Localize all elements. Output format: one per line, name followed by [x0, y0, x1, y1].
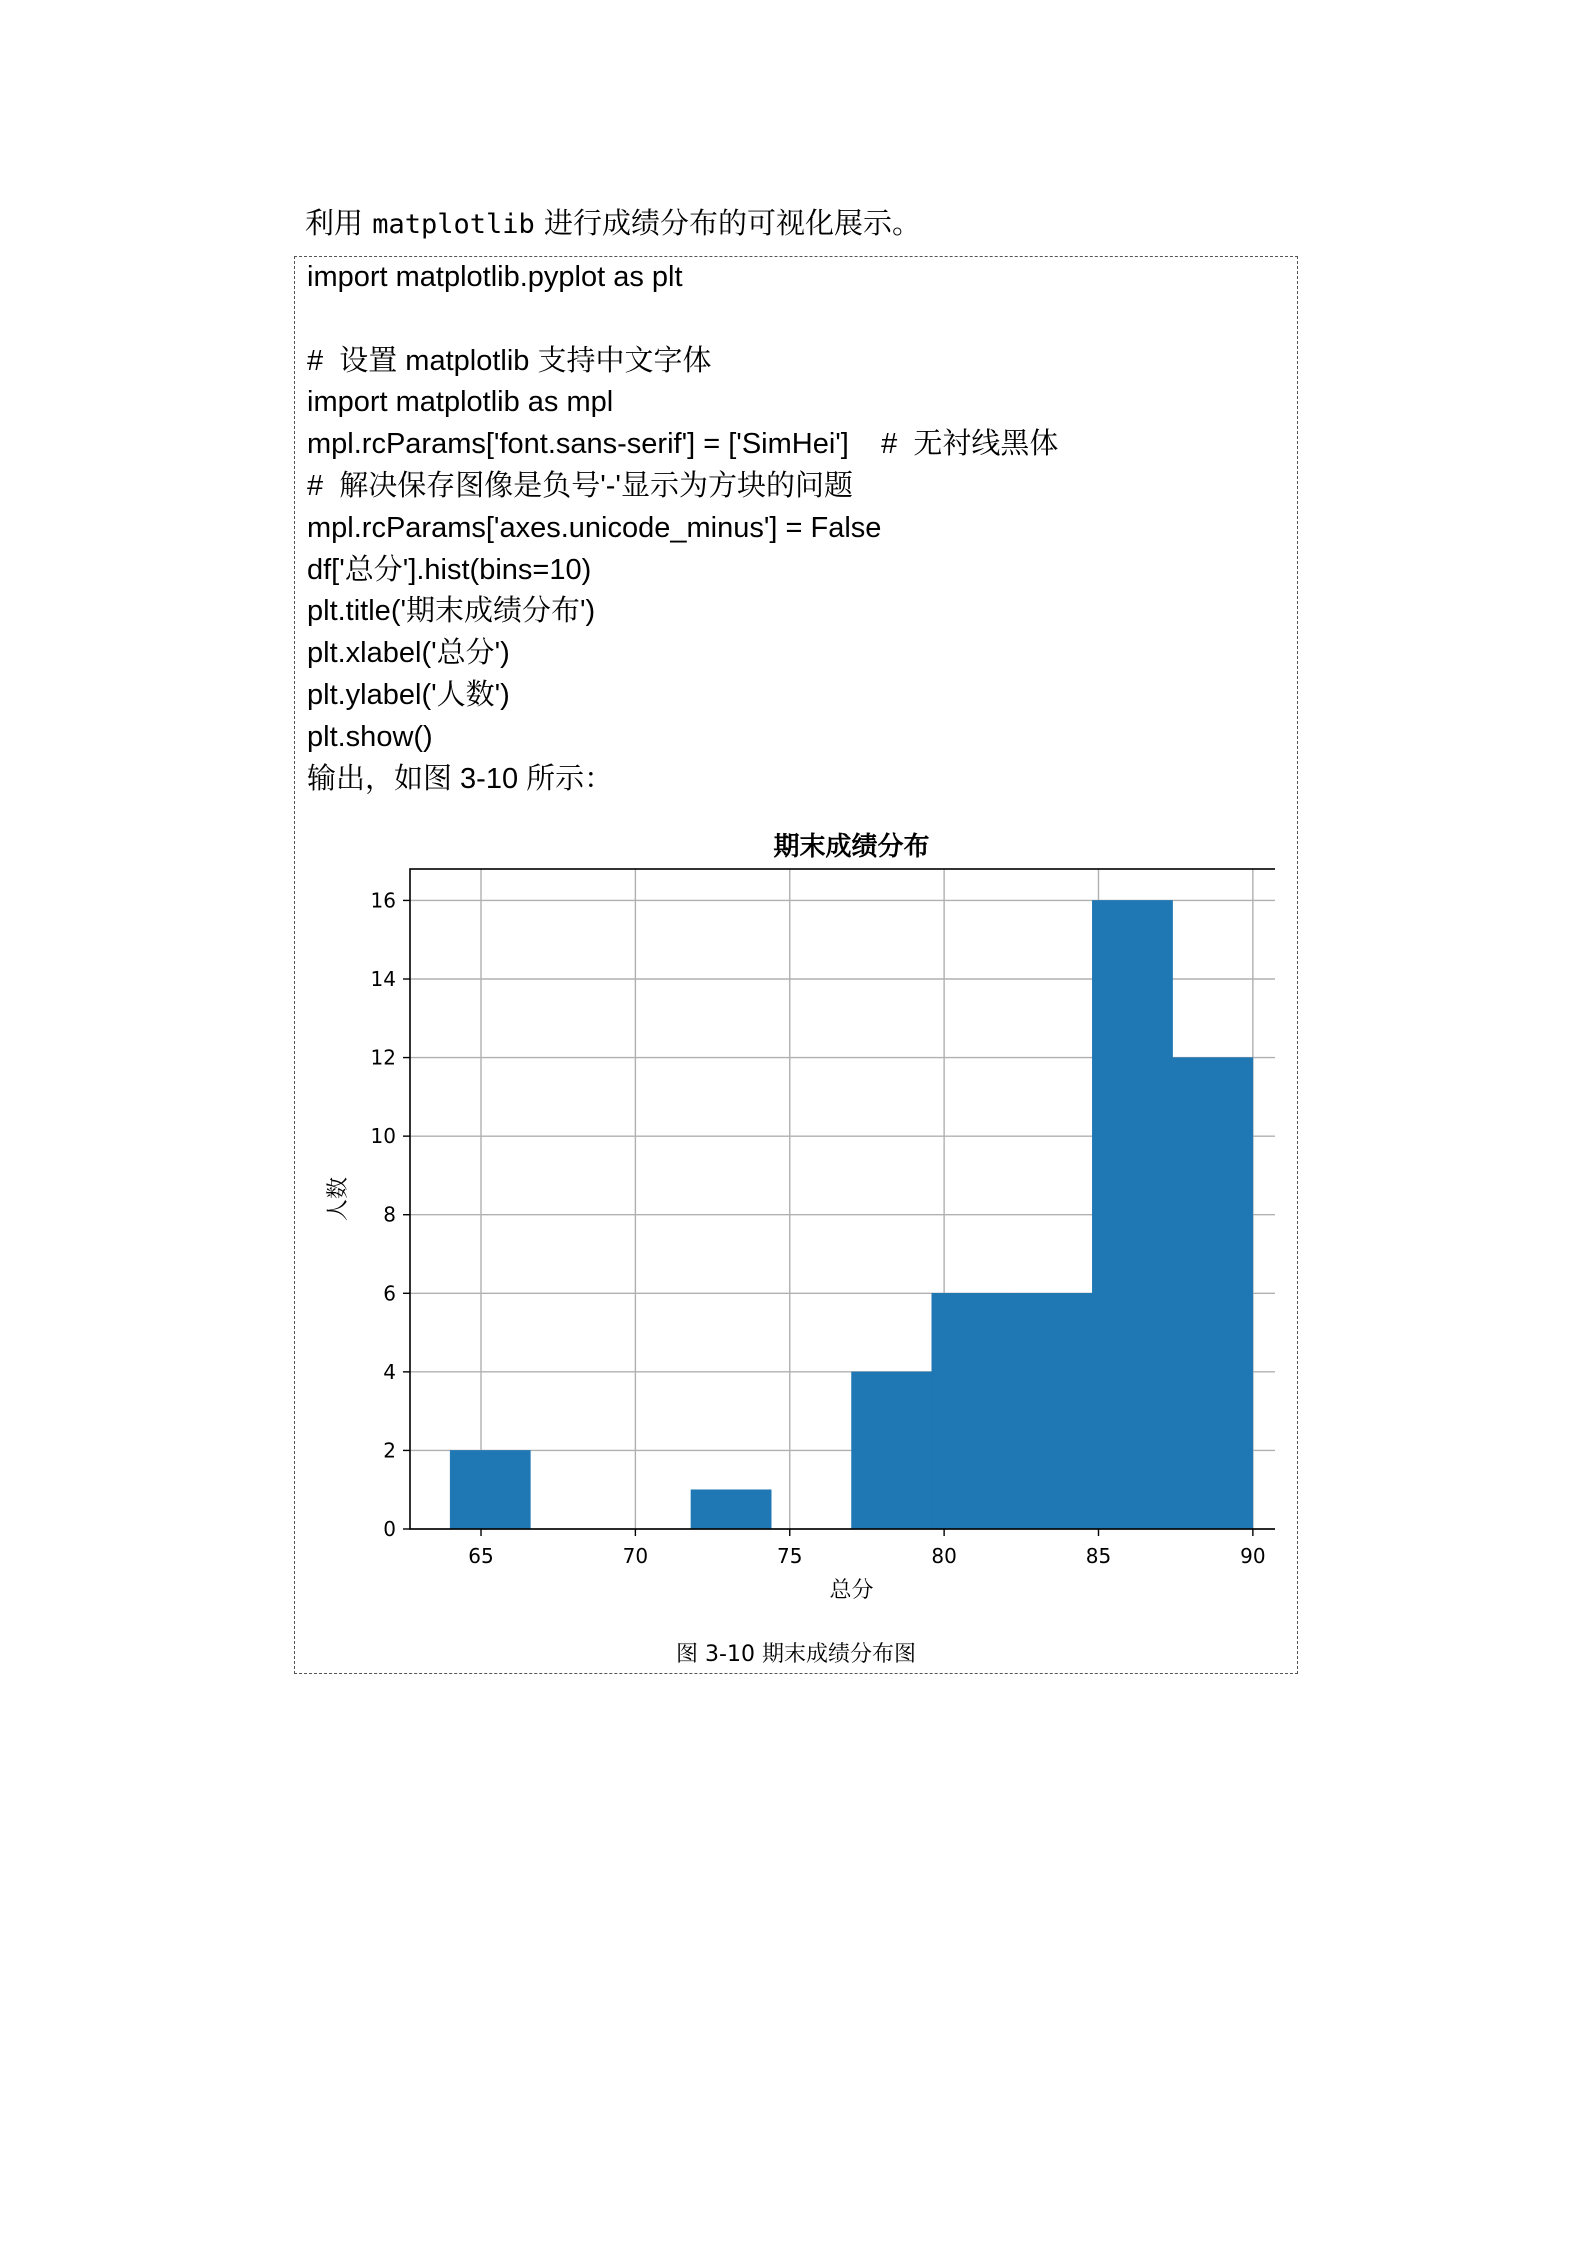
code-line: plt.xlabel('总分') [307, 637, 510, 670]
intro-lib-name: matplotlib [372, 209, 535, 240]
histogram-bar [1173, 1058, 1253, 1529]
histogram-bar [852, 1372, 932, 1529]
x-tick-label: 65 [468, 1544, 494, 1568]
x-tick-label: 70 [622, 1544, 649, 1568]
intro-suffix: 进行成绩分布的可视化展示。 [544, 206, 922, 240]
figure-caption: 图 3-10 期末成绩分布图 [676, 1642, 916, 1667]
intro-prefix: 利用 [305, 206, 364, 240]
x-tick-label: 75 [777, 1544, 803, 1568]
histogram-bar [1092, 900, 1172, 1529]
y-tick-label: 14 [370, 967, 396, 991]
histogram-bar [450, 1450, 530, 1529]
code-line [307, 299, 1058, 341]
x-tick-label: 85 [1085, 1544, 1112, 1568]
code-block [307, 257, 1058, 800]
intro-paragraph [305, 200, 921, 248]
y-tick-label: 12 [370, 1045, 396, 1070]
code-line: import matplotlib.pyplot as plt [307, 261, 683, 293]
code-line: mpl.rcParams['axes.unicode_minus'] = False [307, 511, 882, 544]
histogram-bar [1012, 1293, 1092, 1529]
code-line: # 设置 matplotlib 支持中文字体 [307, 344, 712, 377]
y-tick-label: 4 [383, 1359, 396, 1384]
chart-title: 期末成绩分布 [773, 832, 930, 862]
histogram-bar [691, 1490, 771, 1529]
code-line: import matplotlib as mpl [307, 386, 614, 419]
code-box [294, 256, 1298, 1674]
y-axis-label: 人数 [326, 1176, 351, 1222]
x-axis-label: 总分 [829, 1578, 874, 1603]
code-line: 输出，如图 3-10 所示： [307, 762, 614, 795]
histogram-chart [315, 817, 1275, 1627]
code-line: # 解决保存图像是负号'-'显示为方块的问题 [307, 469, 853, 502]
y-tick-label: 6 [383, 1281, 396, 1306]
y-tick-label: 10 [370, 1124, 396, 1149]
y-tick-label: 2 [383, 1438, 396, 1463]
y-tick-label: 0 [383, 1517, 396, 1541]
code-line: plt.title('期末成绩分布') [307, 595, 596, 628]
x-tick-label: 90 [1240, 1544, 1266, 1568]
code-line: mpl.rcParams['font.sans-serif'] = ['SimHei'] # 无衬线黑体 [307, 428, 1059, 461]
y-tick-label: 8 [383, 1202, 396, 1227]
y-tick-label: 16 [370, 888, 396, 913]
code-line: plt.ylabel('人数') [307, 678, 510, 711]
code-line: plt.show() [307, 720, 433, 753]
x-tick-label: 80 [931, 1544, 957, 1568]
histogram-bar [932, 1293, 1012, 1529]
code-line: df['总分'].hist(bins=10) [307, 553, 592, 586]
